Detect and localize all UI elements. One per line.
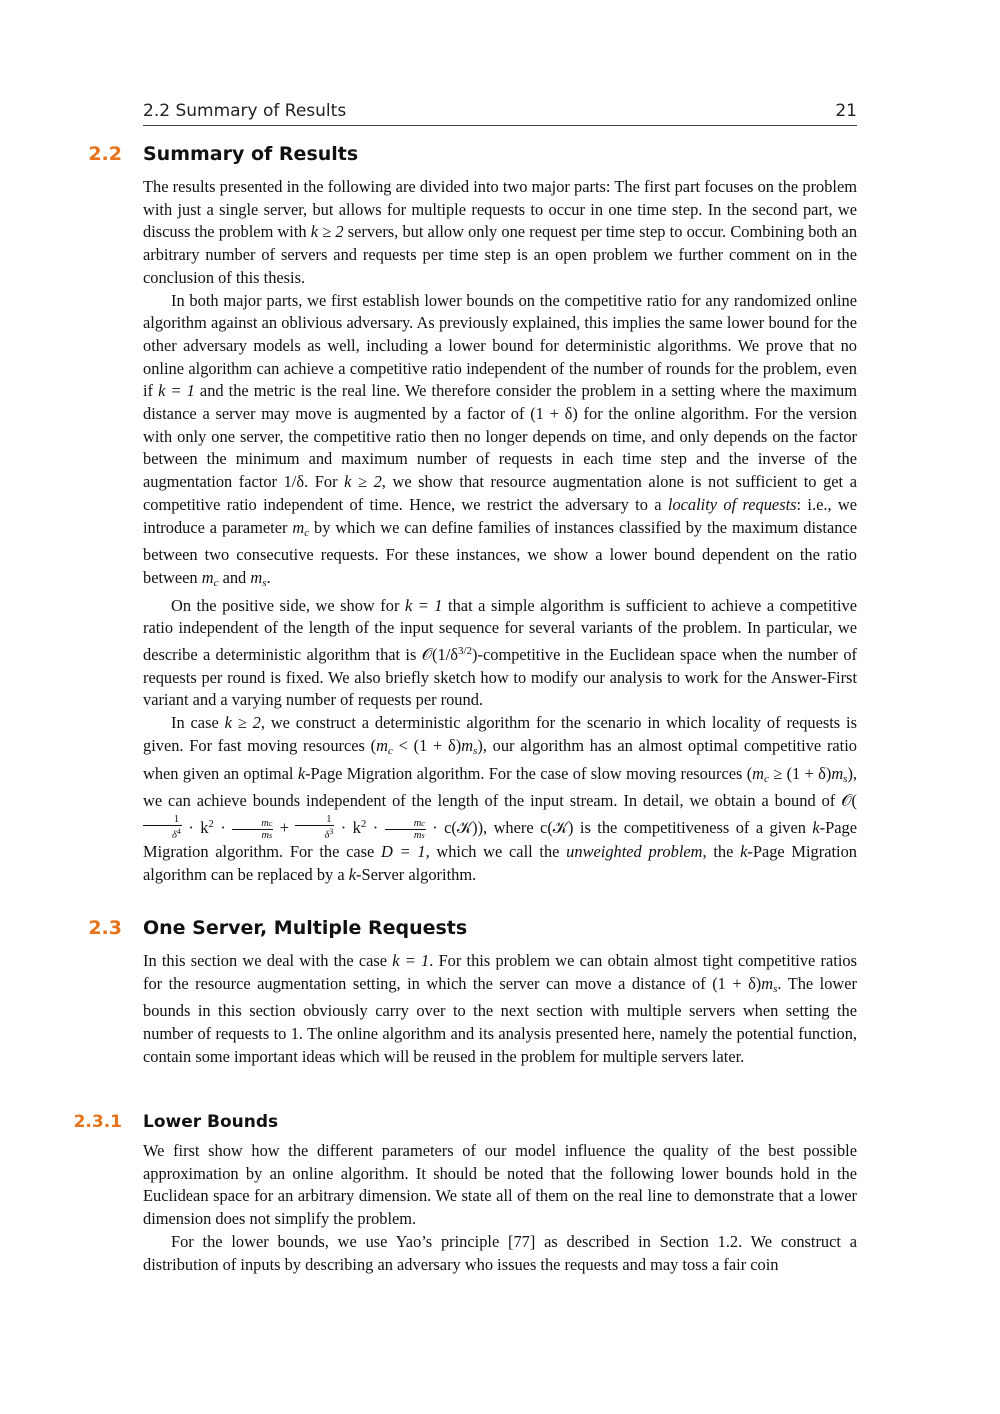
section-number: 2.3 xyxy=(88,917,122,939)
paragraph: In both major parts, we first establish lower bounds on the competitive ratio for any randomized online algorithm against an oblivious adversary. As previously explained, this implies the same lower bound for the other adversary models as well, including a lower bound for deterministic algorithms. We prove that no online algorithm can achieve a competitive ratio independent of the number of rounds for the problem, even if k = 1 and the metric is the real line. We therefore consider the problem in a setting where the maximum distance a server may move is augmented by a factor of (1 + δ) for the online algorithm. For the version with only one server, the competitive ratio then no longer depends on time, and only depends on the factor between the minimum and maximum number of requests in each time step and the inverse of the augmentation factor 1/δ. For k ≥ 2, we show that resource augmentation alone is not sufficient to get a competitive ratio independent of time. Hence, we restrict the adversary to a locality of requests: i.e., we introduce a parameter $m_c$ by which we can define families of instances classified by the maximum distance between two consecutive requests. For these instances, we show a lower bound dependent on the ratio between $m_c$ and $m_s$. xyxy=(143,290,857,589)
paragraph: In this section we deal with the case k = 1. For this problem we can obtain almost tight competitive ratios for the resource augmentation setting, in which the server can move a distance of $(1 + \delta)m_s$. The lower bounds in this section obviously carry over to the next section with multiple servers when setting the number of requests to 1. The online algorithm and its analysis presented here, namely the potential function, contain some important ideas which will be reused in the problem for multiple servers later. xyxy=(143,951,857,1066)
paragraph: In case k ≥ 2, we construct a deterministic algorithm for the scenario in which locality of requests is given. For fast moving resources $(m_c < (1 + \delta)m_s)$, our algorithm has an almost optimal competitive ratio when given an optimal k-Page Migration algorithm. For the case of slow moving resources $(m_c \ge (1 + \delta)m_s)$, we can achieve bounds independent of the length of the input stream. In detail, we obtain a bound of 𝒪( $\frac{1}{\delta^4}$ · $k^2$ · $\frac{mc}{ms}$ + $\frac{1}{\delta^3}$ · $k^2$ · $\frac{mc}{ms}$ · c(𝒦)), where c(𝒦) is the competitiveness of a given k-Page Migration algorithm. For the case D = 1, which we call the unweighted problem, the k-Page Migration algorithm can be replaced by a k-Server algorithm. xyxy=(143,713,857,884)
paragraph: For the lower bounds, we use Yao’s principle [77] as described in Section 1.2. We construct a distribution of inputs by describing an adversary who issues the requests and may toss a fair coin xyxy=(143,1231,857,1274)
section-2-3-1-body xyxy=(143,1140,857,1276)
section-title: Summary of Results xyxy=(143,143,359,165)
section-number: 2.2 xyxy=(88,143,122,165)
running-head xyxy=(143,101,857,126)
bound-formula: 𝒪( $\frac{1}{\delta^4}$ · $k^2$ · $\frac{mc}{ms}$ + $\frac{1}{\delta^3}$ · $k^2$ · $\frac{mc}{ms}$ · c(𝒦)), xyxy=(143,791,857,837)
section-2-2-body xyxy=(143,176,857,886)
section-2-3-body xyxy=(143,950,857,1069)
subsection-number: 2.3.1 xyxy=(73,1112,122,1132)
page-number: 21 xyxy=(835,101,857,121)
paragraph: On the positive side, we show for k = 1 that a simple algorithm is sufficient to achieve a competitive ratio independent of the length of the input sequence for several variants of the problem. In particular, we describe a deterministic algorithm that is $𝒪(1/\delta^{3/2})$-competitive in the Euclidean space when the number of requests per round is fixed. We also briefly sketch how to modify our analysis to work for the Answer-First variant and a varying number of requests per round. xyxy=(143,595,857,710)
paragraph: We first show how the different parameters of our model influence the quality of the best possible approximation by an online algorithm. It should be noted that the following lower bounds hold in the Euclidean space for an arbitrary dimension. We state all of them on the real line to demonstrate that a lower dimension does not simplify the problem. xyxy=(143,1141,857,1229)
subsection-title: Lower Bounds xyxy=(143,1112,279,1132)
paragraph: The results presented in the following are divided into two major parts: The first part focuses on the problem with just a single server, but allows for multiple requests to occur in one time step. In the second part, we discuss the problem with k ≥ 2 servers, but allow only one request per time step to occur. Combining both an arbitrary number of servers and requests per time step is an open problem we further comment on in the conclusion of this thesis. xyxy=(143,177,858,287)
running-head-title: 2.2 Summary of Results xyxy=(143,101,347,121)
section-title: One Server, Multiple Requests xyxy=(143,917,468,939)
